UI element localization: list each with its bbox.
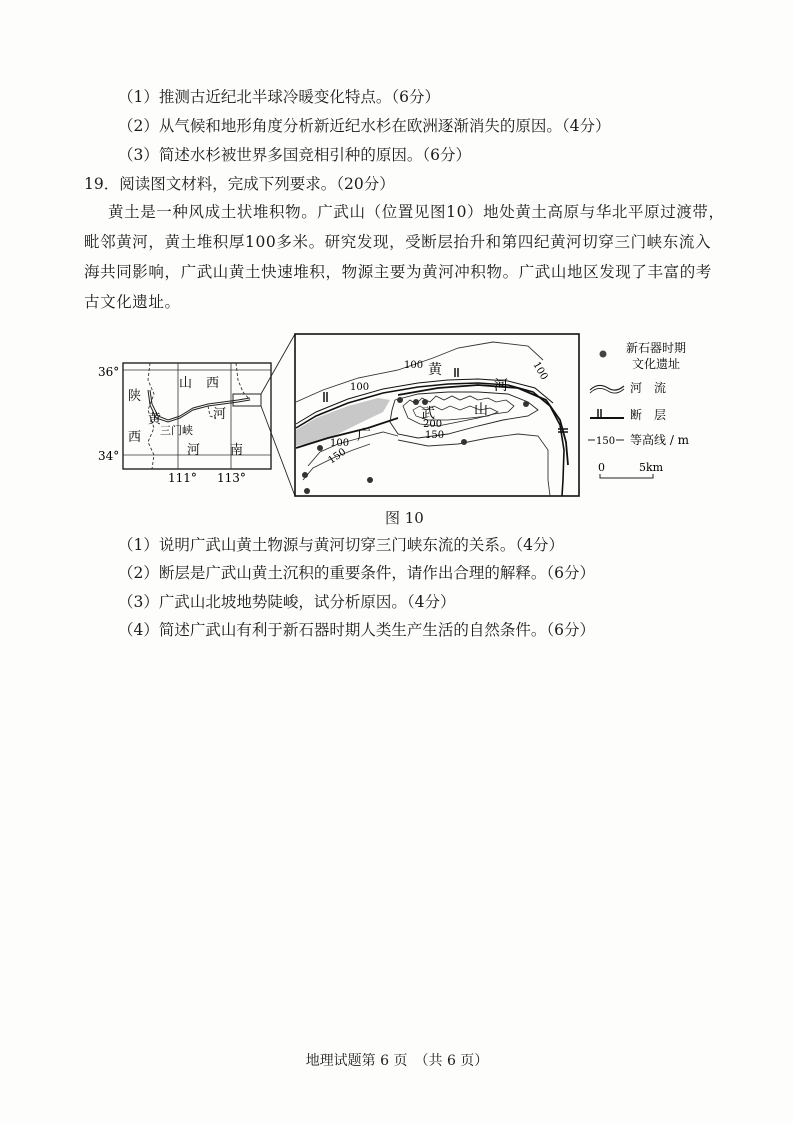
legend-site-line2: 文化遗址 <box>632 357 681 371</box>
site-dot-7 <box>367 477 373 483</box>
main-contour-100-a: 100 <box>350 382 370 393</box>
figure-10-svg <box>98 330 698 500</box>
site-dot-3 <box>422 399 428 405</box>
main-label-guang: 广 <box>357 428 371 444</box>
inset-map <box>98 363 271 485</box>
inset-label-he: 河 <box>213 407 227 422</box>
main-contour-200: 200 <box>423 419 443 430</box>
inset-label-shan: 山 <box>179 376 193 391</box>
main-contour-100-d: 100 <box>330 438 350 449</box>
main-contour-100-c: 100 <box>530 360 550 383</box>
site-dot-2 <box>413 399 419 405</box>
inset-lon-111: 111° <box>168 471 197 485</box>
inset-label-he2: 河 <box>187 443 201 458</box>
q19-heading: 19．阅读图文材料，完成下列要求。（20分） <box>84 175 395 193</box>
inset-lat-34: 34° <box>98 449 120 463</box>
q19-sub4: （4）简述广武山有利于新石器时期人类生产生活的自然条件。（6分） <box>118 621 595 639</box>
site-dot-6 <box>317 445 323 451</box>
q19-sub2: （2）断层是广武山黄土沉积的重要条件，请作出合理的解释。（6分） <box>118 564 595 582</box>
q19-para-line-4: 古文化遗址。 <box>84 293 181 311</box>
site-dot-9 <box>304 488 310 494</box>
legend-contour-label: 等高线 / m <box>630 433 690 447</box>
zoom-connector-top <box>261 334 295 394</box>
main-contour-150-a: 150 <box>425 430 445 441</box>
q19-sub3: （3）广武山北坡地势陡峻，试分析原因。（4分） <box>118 593 456 611</box>
site-dot-5 <box>461 439 467 445</box>
contour-150-east <box>398 434 550 496</box>
inset-label-xi: 西 <box>206 376 220 391</box>
q19-para-line-2: 毗邻黄河，黄土堆积厚100多米。研究发现，受断层抬升和第四纪黄河切穿三门峡东流入 <box>84 233 712 251</box>
inset-label-sanmenxia: 三门峡 <box>160 424 193 437</box>
site-dot-8 <box>302 472 308 478</box>
contour-150-mountain <box>390 392 538 438</box>
legend-scale-bar <box>600 474 653 478</box>
figure-caption: 图 10 <box>385 509 424 527</box>
q18-sub3: （3）简述水杉被世界多国竞相引种的原因。（6分） <box>118 146 471 164</box>
legend-contour-sample: 150 <box>596 436 616 447</box>
main-contour-100-b: 100 <box>404 360 424 371</box>
main-label-wu: 武 <box>421 406 435 422</box>
site-dot-1 <box>397 397 403 403</box>
q18-sub2: （2）从气候和地形角度分析新近纪水杉在欧洲逐渐消失的原因。（4分） <box>118 117 611 135</box>
legend-scale-km: 5km <box>639 461 664 474</box>
legend-site-icon <box>600 351 607 358</box>
legend-river-label: 河 流 <box>630 381 667 395</box>
main-contour-150-b: 150 <box>326 446 349 467</box>
main-label-he: 河 <box>494 378 508 394</box>
main-label-huang: 黄 <box>428 362 442 378</box>
site-dot-4 <box>523 401 529 407</box>
zoom-connector-bottom <box>261 406 295 496</box>
q19-para-line-1: 黄土是一种风成土状堆积物。广武山（位置见图10）地处黄土高原与华北平原过渡带， <box>108 203 725 221</box>
inset-label-huang: 黄 <box>148 412 162 427</box>
inset-label-nan: 南 <box>230 443 244 458</box>
legend-scale-zero: 0 <box>598 461 605 474</box>
main-label-shan: 山 <box>474 402 488 418</box>
legend-site-line1: 新石器时期 <box>626 341 687 355</box>
inset-label-xi2: 西 <box>128 430 142 445</box>
main-map <box>295 334 579 496</box>
q19-para-line-3: 海共同影响，广武山黄土快速堆积，物源主要为黄河冲积物。广武山地区发现了丰富的考 <box>84 263 712 281</box>
q19-sub1: （1）说明广武山黄土物源与黄河切穿三门峡东流的关系。（4分） <box>118 536 564 554</box>
q18-sub1: （1）推测古近纪北半球冷暖变化特点。（6分） <box>118 88 440 106</box>
legend <box>588 340 690 478</box>
page-footer: 地理试题第 6 页 （共 6 页） <box>305 1053 489 1069</box>
legend-fault-label: 断 层 <box>630 408 667 422</box>
inset-label-shaan: 陕 <box>128 389 142 404</box>
inset-lat-36: 36° <box>98 365 120 379</box>
figure-10 <box>98 330 698 500</box>
inset-lon-113: 113° <box>217 471 246 485</box>
